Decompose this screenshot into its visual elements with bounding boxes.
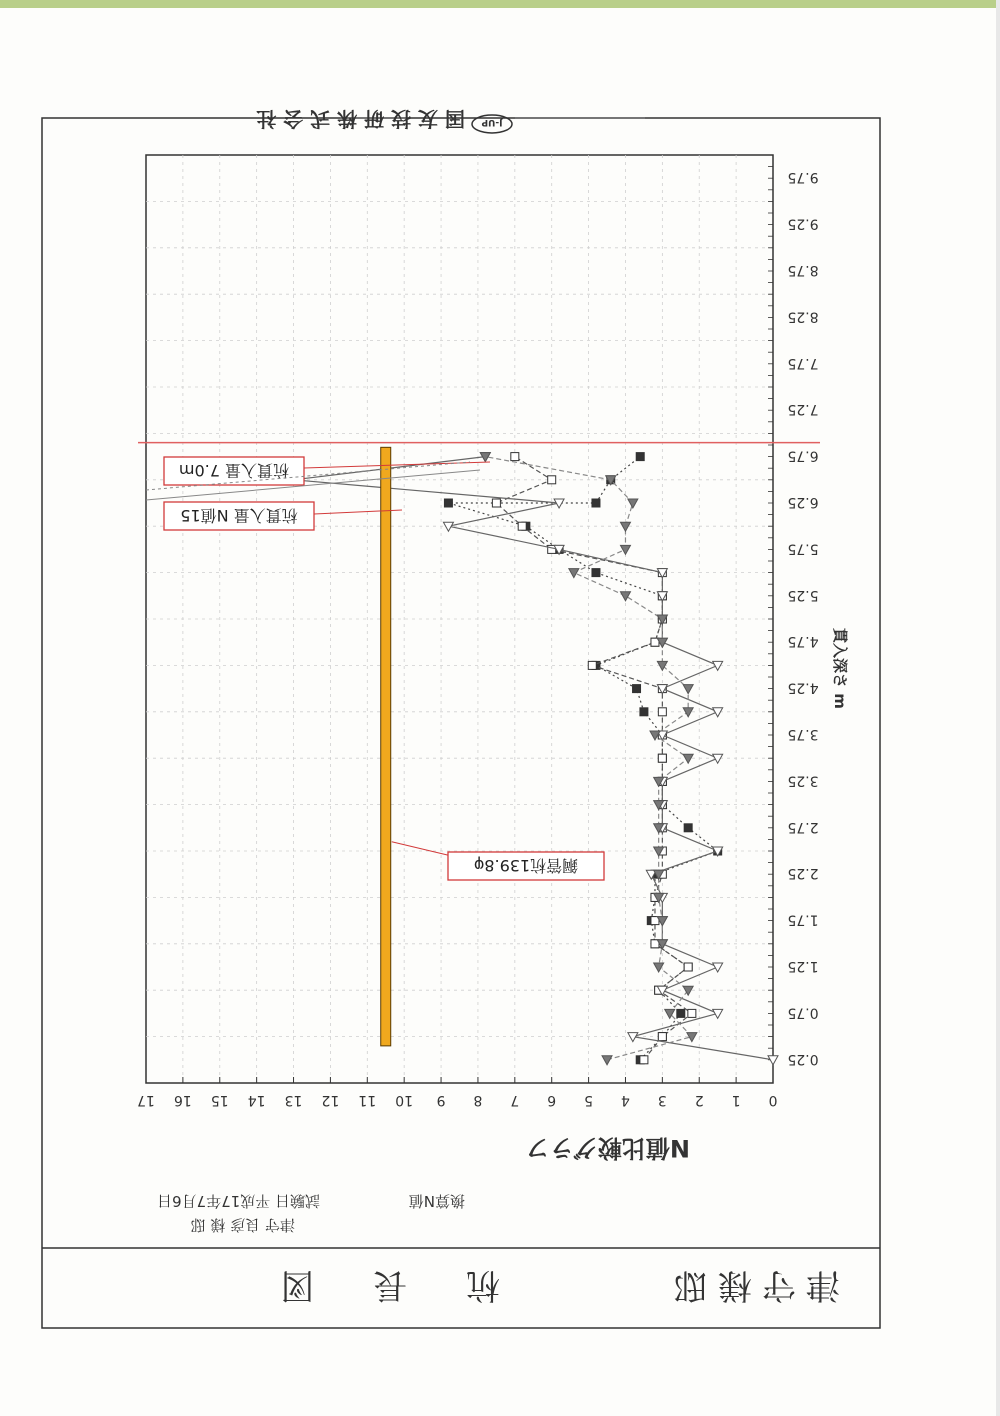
x-tick-label: 1 bbox=[731, 1092, 741, 1108]
n-limit-callout-text: 杭貫入量 N値15 bbox=[180, 506, 298, 525]
series-point bbox=[588, 661, 596, 669]
series-point bbox=[518, 522, 526, 530]
site-name: 津守 良彦 様 邸 bbox=[190, 1216, 295, 1234]
series-point bbox=[658, 708, 666, 716]
series-point bbox=[683, 754, 693, 763]
series-point bbox=[713, 963, 723, 972]
series-point bbox=[492, 499, 500, 507]
y-tick-label: 9.25 bbox=[787, 215, 819, 232]
steel-pile-bar bbox=[381, 447, 391, 1046]
series-point bbox=[677, 1009, 685, 1017]
x-tick-label: 16 bbox=[173, 1092, 192, 1108]
y-tick-label: 8.75 bbox=[787, 262, 819, 278]
series-point bbox=[713, 708, 723, 717]
series-point bbox=[658, 1033, 666, 1041]
series-point bbox=[684, 963, 692, 971]
pile-group bbox=[381, 447, 391, 1046]
series-point bbox=[713, 754, 723, 763]
x-tick-label: 10 bbox=[395, 1092, 414, 1108]
y-tick-label: 2.75 bbox=[787, 818, 819, 835]
series-point bbox=[658, 754, 666, 762]
y-tick-label: 8.25 bbox=[787, 308, 819, 325]
y-tick-label: 4.25 bbox=[787, 679, 819, 696]
test-date: 試験日 平成17年7月6日 bbox=[157, 1192, 320, 1210]
series-point bbox=[511, 453, 519, 461]
series-point bbox=[548, 476, 556, 484]
y-tick-label: 1.25 bbox=[787, 958, 819, 974]
callouts bbox=[146, 457, 604, 880]
drawing-frame bbox=[42, 118, 880, 1328]
series-point bbox=[683, 685, 693, 694]
x-tick-label: 8 bbox=[473, 1092, 483, 1108]
y-tick-label: 0.75 bbox=[787, 1004, 819, 1021]
x-axis-ticks bbox=[137, 1077, 777, 1108]
x-tick-label: 4 bbox=[621, 1092, 630, 1108]
series-point bbox=[640, 708, 648, 716]
x-tick-label: 3 bbox=[657, 1092, 667, 1108]
y-axis-label: 貫入深さ m bbox=[831, 628, 849, 709]
series-line bbox=[448, 457, 717, 1060]
y-tick-label: 5.75 bbox=[787, 540, 819, 557]
x-tick-label: 15 bbox=[210, 1092, 229, 1108]
x-tick-label: 0 bbox=[768, 1092, 778, 1108]
chart-title: N値比較グラフ bbox=[525, 1134, 690, 1162]
y-tick-label: 4.75 bbox=[787, 633, 819, 650]
series-point bbox=[592, 499, 600, 507]
series-point bbox=[713, 661, 723, 670]
series-point bbox=[592, 569, 600, 577]
y-tick-label: 7.75 bbox=[787, 354, 819, 371]
series-point bbox=[602, 1056, 612, 1065]
project-name: 津守様邸 bbox=[664, 1265, 840, 1305]
y-tick-label: 9.75 bbox=[787, 169, 819, 186]
y-tick-label: 2.25 bbox=[787, 865, 819, 882]
y-tick-label: 6.25 bbox=[787, 494, 819, 510]
y-tick-label: 3.75 bbox=[787, 726, 819, 742]
pile-callout-text: 鋼管杭139.8φ bbox=[473, 856, 579, 875]
title-block bbox=[256, 1265, 840, 1305]
chart-info bbox=[157, 1134, 690, 1234]
x-tick-label: 17 bbox=[137, 1092, 155, 1108]
x-tick-label: 12 bbox=[321, 1092, 340, 1108]
series-point bbox=[569, 569, 579, 578]
series-point bbox=[640, 1056, 648, 1064]
series-point bbox=[688, 1009, 696, 1017]
x-tick-label: 5 bbox=[584, 1092, 594, 1108]
x-tick-label: 6 bbox=[547, 1092, 557, 1108]
x-tick-label: 9 bbox=[436, 1092, 446, 1108]
y-axis-ticks bbox=[768, 167, 819, 1067]
series-point bbox=[633, 685, 641, 693]
x-tick-label: 14 bbox=[247, 1092, 266, 1108]
company-name: 国 友 技 研 株 式 会 社 bbox=[256, 107, 465, 131]
series-group bbox=[289, 453, 778, 1065]
x-tick-label: 7 bbox=[510, 1092, 520, 1108]
series-point bbox=[444, 499, 452, 507]
series-point bbox=[628, 499, 638, 508]
x-tick-label: 11 bbox=[358, 1092, 377, 1108]
x-tick-label: 2 bbox=[694, 1092, 704, 1108]
series-point bbox=[768, 1056, 778, 1065]
x-tick-label: 13 bbox=[284, 1092, 303, 1108]
y-tick-label: 7.25 bbox=[787, 401, 819, 418]
y-tick-label: 5.25 bbox=[787, 586, 819, 603]
y-tick-label: 6.75 bbox=[787, 447, 819, 464]
drawing-name: 杭 長 図 bbox=[256, 1265, 500, 1305]
series-point bbox=[620, 592, 630, 601]
grid bbox=[146, 155, 773, 1083]
series-point bbox=[636, 453, 644, 461]
depth-limit-callout-text: 杭貫入量 7.0m bbox=[178, 461, 290, 480]
series-point bbox=[683, 708, 693, 717]
company-logo-text: J-UP bbox=[481, 117, 503, 127]
y-tick-label: 0.25 bbox=[787, 1050, 819, 1067]
series-point bbox=[684, 824, 692, 832]
y-tick-label: 1.75 bbox=[787, 911, 819, 928]
y-tick-label: 3.25 bbox=[787, 772, 819, 789]
x-axis-label: 換算N値 bbox=[408, 1192, 465, 1210]
series-point bbox=[620, 545, 630, 554]
company-header bbox=[256, 107, 645, 133]
series-point bbox=[620, 522, 630, 531]
